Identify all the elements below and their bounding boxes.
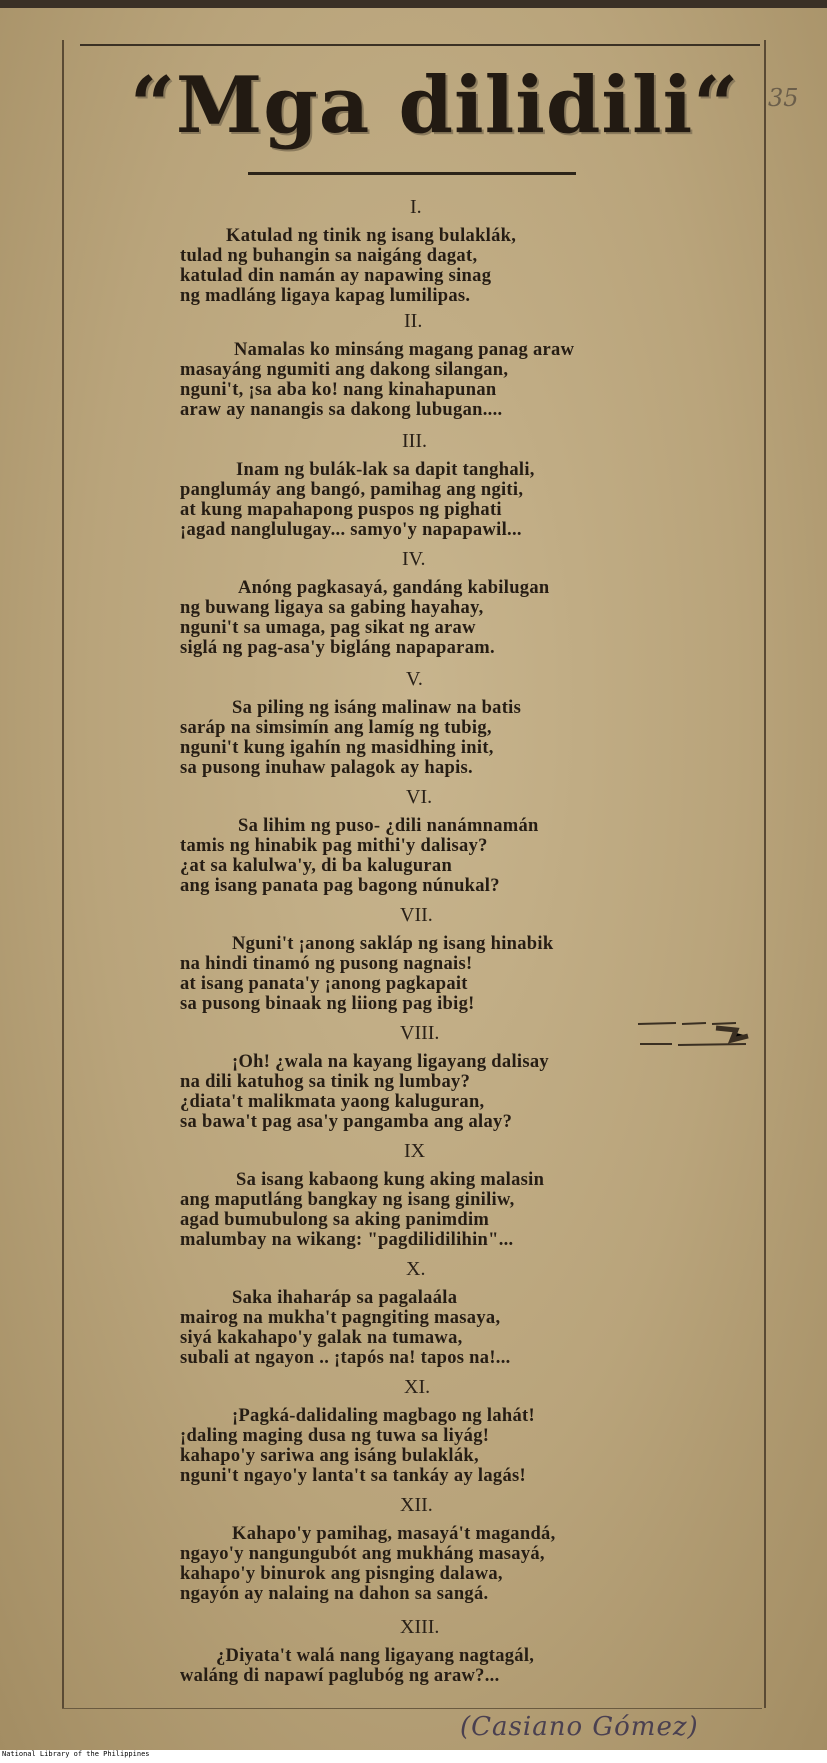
- poem-line: nguni't sa umaga, pag sikat ng araw: [180, 618, 476, 638]
- poem-line: na dili katuhog sa tinik ng lumbay?: [180, 1072, 471, 1092]
- poem-line: ngayón ay nalaing na dahon sa sangá.: [180, 1584, 489, 1604]
- poem-line: malumbay na wikang: "pagdilidilihin"...: [180, 1230, 514, 1250]
- poem-line: ¿Diyata't walá nang ligayang nagtagál,: [216, 1646, 535, 1666]
- poem-line: sa pusong inuhaw palagok ay hapis.: [180, 758, 473, 778]
- clipping-top-rule: [80, 44, 760, 46]
- poem-line: tulad ng buhangin sa naigáng dagat,: [180, 246, 478, 266]
- poem-line: masayáng ngumiti ang dakong silangan,: [180, 360, 509, 380]
- poem-line: tamis ng hinabik pag mithi'y dalisay?: [180, 836, 488, 856]
- poem-line: sa bawa't pag asa'y pangamba ang alay?: [180, 1112, 513, 1132]
- poem-line: waláng di napawí paglubóg ng araw?...: [180, 1666, 500, 1686]
- poem-line: nguni't kung igahín ng masidhing init,: [180, 738, 494, 758]
- poem-line: ¡Oh! ¿wala na kayang ligayang dalisay: [232, 1052, 549, 1072]
- poem-line: at isang panata'y ¡anong pagkapait: [180, 974, 468, 994]
- stanza-numeral: X.: [406, 1258, 426, 1280]
- poem-line: kahapo'y sariwa ang isáng bulaklák,: [180, 1446, 479, 1466]
- title-divider: [248, 172, 576, 175]
- poem-line: Namalas ko minsáng magang panag araw: [234, 340, 575, 360]
- poem-line: at kung mapahapong puspos ng pighati: [180, 500, 502, 520]
- poem-line: kahapo'y binurok ang pisnging dalawa,: [180, 1564, 503, 1584]
- stanza-numeral: IX: [404, 1140, 426, 1162]
- stanza-numeral: XI.: [404, 1376, 431, 1398]
- poem-line: ¡daling maging dusa ng tuwa sa liyág!: [180, 1426, 490, 1446]
- poem-line: mairog na mukha't pagngiting masaya,: [180, 1308, 501, 1328]
- poem-line: Anóng pagkasayá, gandáng kabilugan: [238, 578, 550, 598]
- poem-line: ng buwang ligaya sa gabing hayahay,: [180, 598, 484, 618]
- poem-line: Saka ihaharáp sa pagalaála: [232, 1288, 458, 1308]
- poem-line: Inam ng bulák-lak sa dapit tanghali,: [236, 460, 535, 480]
- poem-line: ¿diata't malikmata yaong kaluguran,: [180, 1092, 485, 1112]
- clipping-bottom-rule: [62, 1708, 762, 1709]
- handwritten-page-number: 35: [768, 84, 799, 112]
- stanza-numeral: II.: [404, 310, 423, 332]
- footer-strip: [0, 1750, 827, 1763]
- stanza-numeral: XII.: [400, 1494, 433, 1516]
- poem-line: ¡Pagká-dalidaling magbago ng lahát!: [232, 1406, 535, 1426]
- poem-line: ang maputláng bangkay ng isang giniliw,: [180, 1190, 515, 1210]
- stanza-numeral: VII.: [400, 904, 433, 926]
- poem-line: saráp na simsimín ang lamíg ng tubig,: [180, 718, 492, 738]
- poem-line: Kahapo'y pamihag, masayá't magandá,: [232, 1524, 556, 1544]
- stanza-numeral: IV.: [402, 548, 426, 570]
- stanza-numeral: XIII.: [400, 1616, 440, 1638]
- stanza-numeral: VI.: [406, 786, 433, 808]
- poem-line: ang isang panata pag bagong núnukal?: [180, 876, 500, 896]
- scan-top-edge: [0, 0, 827, 8]
- poem-line: agad bumubulong sa aking panimdim: [180, 1210, 490, 1230]
- poem-line: siglá ng pag-asa'y bigláng napaparam.: [180, 638, 495, 658]
- poem-line: Sa lihim ng puso- ¿dili nanámnamán: [238, 816, 539, 836]
- poem-line: araw ay nanangis sa dakong lubugan....: [180, 400, 503, 420]
- poem-line: sa pusong binaak ng liiong pag ibig!: [180, 994, 475, 1014]
- stanza-numeral: VIII.: [400, 1022, 440, 1044]
- poem-line: Sa isang kabaong kung aking malasin: [236, 1170, 545, 1190]
- poem-line: ng madláng ligaya kapag lumilipas.: [180, 286, 471, 306]
- poem-line: ¡agad nanglulugay... samyo'y napapawil...: [180, 520, 522, 540]
- poem-line: ¿at sa kalulwa'y, di ba kaluguran: [180, 856, 453, 876]
- poem-line: na hindi tinamó ng pusong nagnais!: [180, 954, 473, 974]
- poem-line: panglumáy ang bangó, pamihag ang ngiti,: [180, 480, 524, 500]
- margin-ink-mark: [636, 1018, 756, 1054]
- stanza-numeral: I.: [410, 196, 422, 218]
- poem-line: siyá kakahapo'y galak na tumawa,: [180, 1328, 463, 1348]
- stanza-numeral: III.: [402, 430, 427, 452]
- poem-title: “Mga dilidili“: [130, 60, 740, 151]
- poem-line: nguni't, ¡sa aba ko! nang kinahapunan: [180, 380, 497, 400]
- poem-line: subali at ngayon .. ¡tapós na! tapos na!...: [180, 1348, 511, 1368]
- poem-line: katulad din namán ay napawing sinag: [180, 266, 492, 286]
- poem-line: Katulad ng tinik ng isang bulaklák,: [226, 226, 517, 246]
- poem-line: nguni't ngayo'y lanta't sa tankáy ay lagás!: [180, 1466, 526, 1486]
- poem-line: Sa piling ng isáng malinaw na batis: [232, 698, 522, 718]
- poem-line: Nguni't ¡anong sakláp ng isang hinabik: [232, 934, 554, 954]
- handwritten-signature: (Casiano Gómez): [460, 1712, 699, 1742]
- poem-line: ngayo'y nangungubót ang mukháng masayá,: [180, 1544, 545, 1564]
- footer-credit: National Library of the Philippines: [2, 1750, 150, 1758]
- stanza-numeral: V.: [406, 668, 423, 690]
